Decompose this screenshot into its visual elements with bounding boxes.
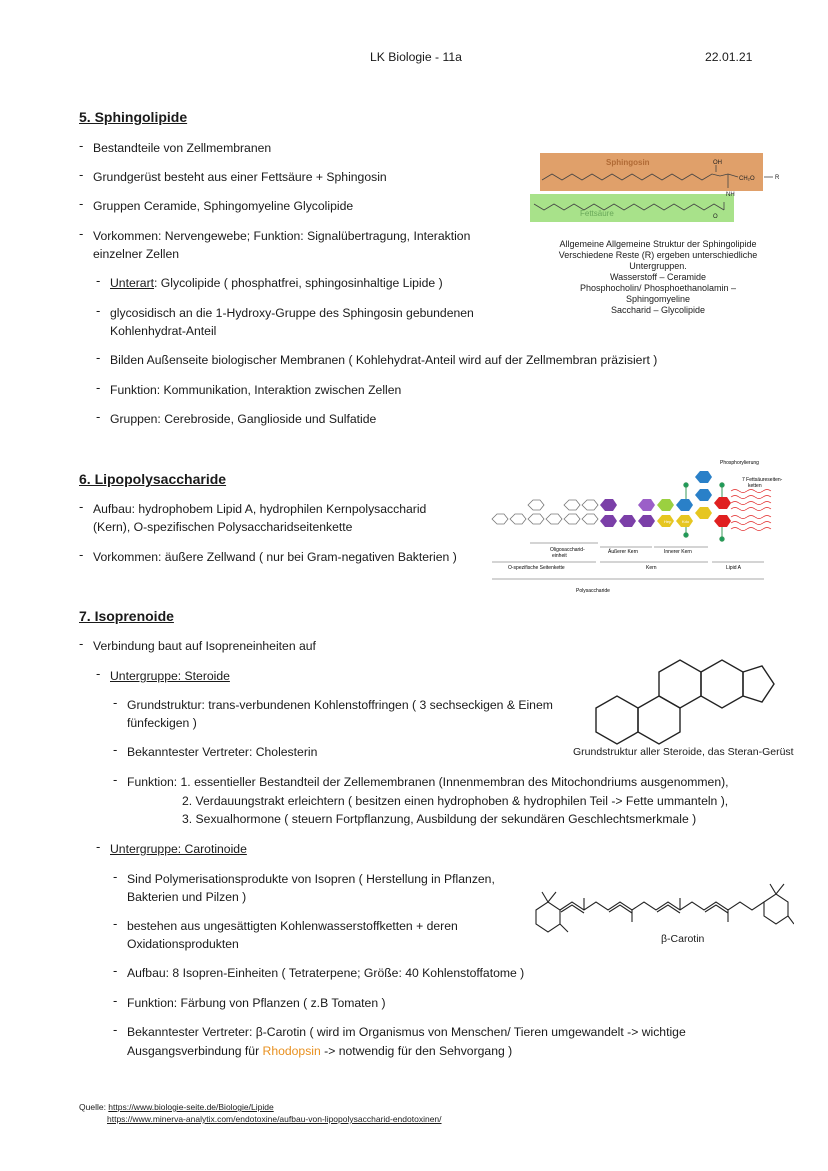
kern-label: Kern bbox=[646, 565, 657, 571]
heading-isoprenoide: 7. Isoprenoide bbox=[79, 608, 174, 624]
s5-sub-1 bbox=[110, 276, 443, 290]
heading-lipopolysaccharide: 6. Lipopolysaccharide bbox=[79, 471, 227, 487]
caption-line: Sphingomyeline bbox=[625, 294, 691, 304]
aeusserer-kern-label: Äußerer Kern bbox=[608, 549, 639, 555]
s6-bullet-2: - Vorkommen: äußere Zellwand ( nur bei Gram-negativen Bakterien ) bbox=[93, 550, 457, 564]
s6-bullet-1: - Aufbau: hydrophobem Lipid A, hydrophilen Kernpolysaccharid bbox=[93, 502, 426, 516]
lps-structure-figure bbox=[486, 455, 806, 600]
r-label: R bbox=[775, 175, 780, 181]
carot-item-3: - Aufbau: 8 Isopren-Einheiten ( Tetraterpene; Größe: 40 Kohlenstoffatome ) bbox=[127, 966, 524, 980]
page-title: LK Biologie - 11a bbox=[370, 50, 462, 64]
phosphorylierung-label: Phosphorylierung bbox=[720, 460, 759, 466]
caption-line: Wasserstoff – Ceramide bbox=[609, 272, 707, 282]
caption-line: Phosphocholin/ Phosphoethanolamin – bbox=[579, 283, 737, 293]
rhodopsin-pre: Ausgangsverbindung für bbox=[127, 1044, 263, 1058]
s5-sub-3: - Bilden Außenseite biologischer Membranen ( Kohlehydrat-Anteil wird auf der Zellmembran präzisiert ) bbox=[110, 353, 657, 367]
caption-line: Verschiedene Reste (R) ergeben unterschiedliche bbox=[558, 250, 758, 260]
nh-label: NH bbox=[726, 192, 735, 198]
s5-bullet-4: - Vorkommen: Nervengewebe; Funktion: Signalübertragung, Interaktion bbox=[93, 229, 470, 243]
rhodopsin-post: -> notwendig für den Sehvorgang ) bbox=[320, 1044, 513, 1058]
unterart-text: : Glycolipide ( phosphatfrei, sphingosinhaltige Lipide ) bbox=[154, 276, 443, 290]
source-link-1[interactable]: https://www.biologie-seite.de/Biologie/Lipide bbox=[108, 1102, 274, 1112]
heading-sphingolipide: 5. Sphingolipide bbox=[79, 109, 188, 125]
s5-bullet-3: - Gruppen Ceramide, Sphingomyeline Glycolipide bbox=[93, 199, 353, 213]
s5-bullet-4-cont: einzelner Zellen bbox=[93, 247, 180, 261]
s5-sub-4: - Funktion: Kommunikation, Interaktion zwischen Zellen bbox=[110, 383, 401, 397]
caption-line: Saccharid – Glycolipide bbox=[610, 305, 706, 315]
steroide-item-1-cont: fünfeckigen ) bbox=[127, 716, 197, 730]
rhodopsin-highlight: Rhodopsin bbox=[262, 1044, 321, 1058]
sources-2 bbox=[107, 1114, 442, 1124]
hep-label: Hep bbox=[664, 519, 672, 524]
beta-carotin-caption: β-Carotin bbox=[661, 933, 705, 945]
sphingosin-label: Sphingosin bbox=[606, 158, 650, 167]
fettsaeure-chains-label-2: ketten bbox=[748, 483, 762, 489]
lipida-label: Lipid A bbox=[726, 565, 742, 571]
beta-carotin-figure bbox=[528, 880, 794, 936]
steroide-item-1: - Grundstruktur: trans-verbundenen Kohlenstoffringen ( 3 sechseckigen & Einem bbox=[127, 698, 553, 712]
steroide-item-3-line-3: 3. Sexualhormone ( steuern Fortpflanzung, Ausbildung der sekundären Geschlechtsmerkmale ) bbox=[182, 812, 697, 826]
kdo-label: Kdo bbox=[682, 519, 690, 524]
s5-bullet-1: - Bestandteile von Zellmembranen bbox=[93, 141, 271, 155]
o-spezifische-label: O-spezifische Seitenkette bbox=[508, 565, 565, 571]
s5-sub-5: - Gruppen: Cerebroside, Ganglioside und Sulfatide bbox=[110, 412, 376, 426]
unterart-label: Unterart bbox=[110, 276, 155, 290]
ch2o-label: CH₂O bbox=[739, 176, 755, 182]
steran-skeleton-figure bbox=[590, 652, 780, 748]
s5-bullet-2: - Grundgerüst besteht aus einer Fettsäure + Sphingosin bbox=[93, 170, 387, 184]
sphingolipid-caption bbox=[528, 239, 788, 316]
fettsaeure-chains-label: 7 Fettsäureseiten- bbox=[742, 477, 783, 483]
s6-bullet-1-cont: (Kern), O-spezifischen Polysaccharidseitenkette bbox=[93, 520, 353, 534]
sources-label: Quelle: bbox=[79, 1102, 109, 1112]
carotinoide-subheading: - Untergruppe: Carotinoide bbox=[110, 842, 247, 856]
steroide-item-3: - Funktion: 1. essentieller Bestandteil der Zellemembranen (Innenmembran des Mitochondriums ausgenommen), bbox=[127, 775, 729, 789]
carot-item-5-cont bbox=[127, 1044, 512, 1058]
oh-label: OH bbox=[713, 160, 722, 166]
o-chain-hexagons bbox=[492, 500, 598, 524]
s5-sub-2-cont: Kohlenhydrat-Anteil bbox=[110, 324, 217, 338]
carot-item-1: - Sind Polymerisationsprodukte von Isopren ( Herstellung in Pflanzen, bbox=[127, 872, 495, 886]
sphingosin-band bbox=[540, 153, 763, 191]
steroide-item-2: - Bekanntester Vertreter: Cholesterin bbox=[127, 745, 317, 759]
polysaccharide-label: Polysaccharide bbox=[576, 588, 610, 594]
steran-caption: Grundstruktur aller Steroide, das Steran-Gerüst bbox=[573, 746, 794, 758]
innerer-kern-label: Innerer Kern bbox=[664, 549, 692, 555]
source-link-2[interactable]: https://www.minerva-analytix.com/endotoxine/aufbau-von-lipopolysaccharid-endotoxinen/ bbox=[107, 1114, 442, 1124]
caption-line: Allgemeine Allgemeine Struktur der Sphingolipide bbox=[559, 239, 757, 249]
fettsaeure-label: Fettsäure bbox=[580, 209, 614, 218]
s5-sub-2: - glycosidisch an die 1-Hydroxy-Gruppe des Sphingosin gebundenen bbox=[110, 306, 474, 320]
sphingolipid-structure-figure bbox=[528, 152, 788, 224]
page-date: 22.01.21 bbox=[705, 50, 753, 64]
carot-item-1-cont: Bakterien und Pilzen ) bbox=[127, 890, 247, 904]
steroide-subheading: - Untergruppe: Steroide bbox=[110, 669, 230, 683]
sources bbox=[79, 1102, 274, 1112]
carot-item-5: - Bekanntester Vertreter: β-Carotin ( wird im Organismus von Menschen/ Tieren umgewandelt -> wichtige bbox=[127, 1025, 686, 1039]
steroide-item-3-line-2: 2. Verdauungstrakt erleichtern ( besitzen einen hydrophoben & hydrophilen Teil -> Fette ummanteln ), bbox=[182, 794, 729, 808]
carot-item-4: - Funktion: Färbung von Pflanzen ( z.B Tomaten ) bbox=[127, 996, 386, 1010]
s7-bullet-1: - Verbindung baut auf Isopreneinheiten auf bbox=[93, 639, 316, 653]
carot-item-2-cont: Oxidationsprodukten bbox=[127, 937, 239, 951]
caption-line: Untergruppen. bbox=[629, 261, 687, 271]
carot-item-2: - bestehen aus ungesättigten Kohlenwasserstoffketten + deren bbox=[127, 919, 458, 933]
fatty-acid-chains bbox=[731, 490, 771, 531]
oligo-label: Oligosaccharid- bbox=[550, 547, 585, 553]
o-label: O bbox=[713, 214, 718, 220]
oligo-label-2: einheit bbox=[552, 553, 567, 559]
